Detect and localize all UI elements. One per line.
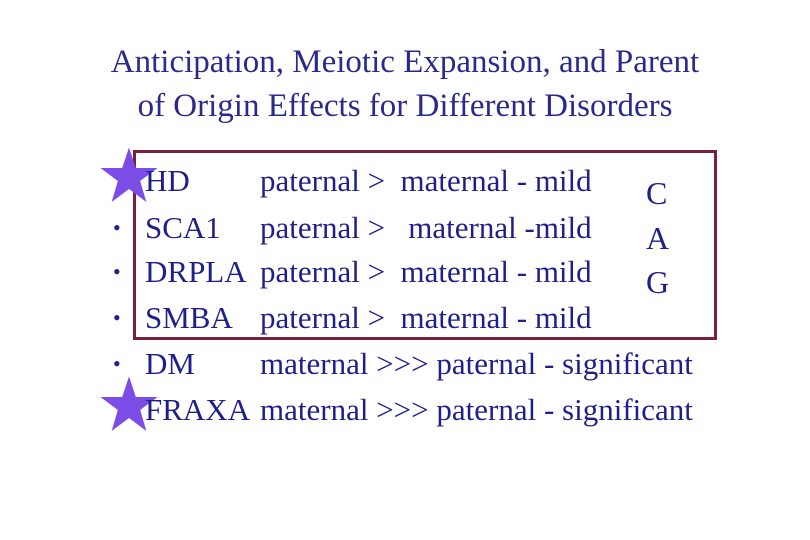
list-item: [0, 250, 810, 294]
disorder-name: SCA1: [145, 210, 221, 245]
bullet: •: [113, 351, 121, 376]
disorder-description: maternal >>> paternal - significant: [260, 346, 693, 381]
disorder-description: paternal > maternal -mild: [260, 210, 592, 245]
bullet: •: [113, 215, 121, 240]
disorder-description: paternal > maternal - mild: [260, 163, 592, 198]
disorder-name: FRAXA: [145, 392, 251, 427]
cag-letter-c: C: [646, 175, 668, 211]
cag-letter-g: G: [646, 264, 670, 300]
disorder-name: HD: [145, 163, 190, 198]
slide-title: [40, 40, 770, 128]
title-line-1: Anticipation, Meiotic Expansion, and Parent: [110, 44, 700, 80]
disorder-description: maternal >>> paternal - significant: [260, 392, 693, 427]
disorder-description: paternal > maternal - mild: [260, 300, 592, 335]
list-item: [0, 206, 810, 250]
disorder-name: SMBA: [145, 300, 233, 335]
list-item: [0, 296, 810, 340]
disorder-name: DM: [145, 346, 195, 381]
bullet: •: [113, 259, 121, 284]
cag-letter-a: A: [646, 220, 670, 256]
bullet: •: [113, 305, 121, 330]
disorder-description: paternal > maternal - mild: [260, 254, 592, 289]
disorder-name: DRPLA: [145, 254, 247, 289]
title-line-2: of Origin Effects for Different Disorders: [137, 88, 673, 124]
list-item: [0, 388, 810, 432]
list-item: [0, 159, 810, 203]
